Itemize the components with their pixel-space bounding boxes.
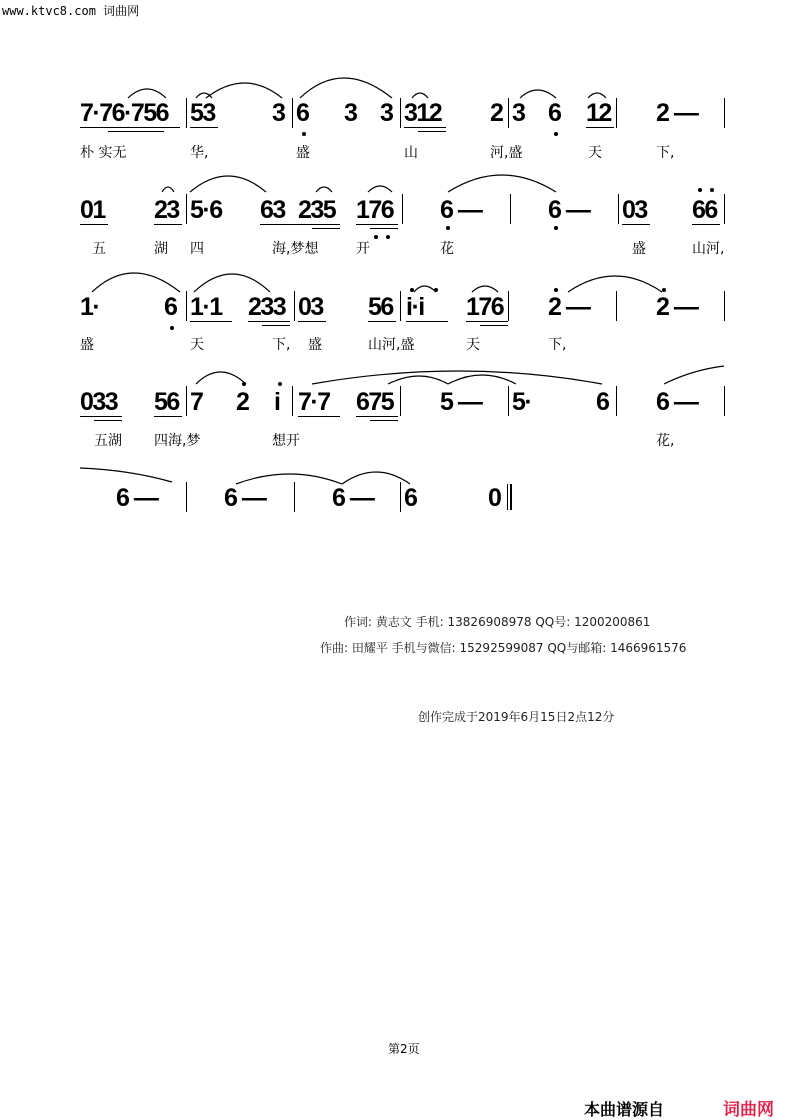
note: 6 — <box>440 196 482 224</box>
lyric: 山 <box>404 145 418 161</box>
lyric: 河,盛 <box>490 145 523 161</box>
bar-line <box>724 194 725 224</box>
underline <box>466 321 508 322</box>
note: 6 — <box>548 196 590 224</box>
octave-dot <box>278 382 282 386</box>
bar-line <box>400 482 401 512</box>
lyric: 海,梦想 <box>272 241 319 257</box>
underline <box>94 420 122 421</box>
octave-dot <box>386 235 390 239</box>
bar-line <box>508 291 509 321</box>
composer-credit: 作曲: 田耀平 手机与微信: 15292599087 QQ与邮箱: 1466961576 <box>320 641 687 655</box>
note: 2 <box>490 99 503 127</box>
lyric: 天 <box>588 145 602 161</box>
note: 66 <box>692 196 717 224</box>
note: 63 <box>260 196 285 224</box>
underline <box>404 127 446 128</box>
bar-line <box>616 98 617 128</box>
octave-dot <box>710 188 714 192</box>
bar-line <box>400 98 401 128</box>
underline <box>108 131 164 132</box>
underline <box>370 420 398 421</box>
underline <box>260 224 340 225</box>
underline <box>356 224 398 225</box>
note: 033 <box>80 388 118 416</box>
underline <box>248 321 290 322</box>
lyric: 朴 实无 <box>80 145 127 161</box>
lyric: 盛 <box>632 241 646 257</box>
bar-line <box>400 386 401 416</box>
bar-line <box>186 386 187 416</box>
final-bar-line-thin <box>507 484 508 510</box>
lyric: 四 <box>190 241 204 257</box>
note: 7·7 <box>298 388 330 416</box>
note: 6 — <box>224 484 266 512</box>
lyric: 开 <box>356 241 370 257</box>
note: 235 <box>298 196 336 224</box>
bar-line <box>186 291 187 321</box>
lyricist-credit: 作词: 黄志文 手机: 13826908978 QQ号: 1200200861 <box>344 615 651 629</box>
lyric: 下, <box>656 145 675 161</box>
note: 56 <box>154 388 179 416</box>
note: 6 <box>548 99 561 127</box>
lyric: 湖 <box>154 241 168 257</box>
note: 6 <box>404 484 417 512</box>
bar-line <box>292 98 293 128</box>
note: 6 <box>596 388 609 416</box>
lyric: 盛 <box>80 337 94 353</box>
note: 1·1 <box>190 293 222 321</box>
note: 3 <box>512 99 525 127</box>
note: 675 <box>356 388 394 416</box>
completion-date: 创作完成于2019年6月15日2点12分 <box>418 710 615 724</box>
octave-dot <box>446 226 450 230</box>
note: 6 — <box>332 484 374 512</box>
octave-dot <box>170 326 174 330</box>
underline <box>586 127 614 128</box>
site-logo[interactable]: 词曲网 <box>723 1100 774 1120</box>
bar-line <box>400 291 401 321</box>
bar-line <box>294 291 295 321</box>
octave-dot <box>554 226 558 230</box>
note: 1· <box>80 293 100 321</box>
bar-line <box>616 386 617 416</box>
underline <box>312 228 340 229</box>
lyric: 盛 <box>296 145 310 161</box>
underline <box>80 416 122 417</box>
note: 312 <box>404 99 442 127</box>
lyric: 山河,盛 <box>368 337 415 353</box>
underline <box>80 224 108 225</box>
note: 23 <box>154 196 179 224</box>
underline <box>190 321 232 322</box>
underline <box>190 127 218 128</box>
note: 03 <box>298 293 323 321</box>
source-label: 本曲谱源自 <box>583 1100 664 1119</box>
note: 2 — <box>656 293 698 321</box>
octave-dot <box>242 382 246 386</box>
octave-dot <box>554 288 558 292</box>
lyric: 花, <box>656 433 675 449</box>
bar-line <box>508 98 509 128</box>
bar-line <box>618 194 619 224</box>
lyric: 天 <box>190 337 204 353</box>
note: 5· <box>512 388 532 416</box>
underline <box>298 416 340 417</box>
octave-dot <box>554 132 558 136</box>
note: 3 <box>272 99 285 127</box>
octave-dot <box>434 288 438 292</box>
bar-line <box>402 194 403 224</box>
site-watermark: www.ktvc8.com 词曲网 <box>2 4 140 18</box>
lyric: 五湖 <box>94 433 122 449</box>
page-number: 第2页 <box>388 1042 420 1056</box>
bar-line <box>508 386 509 416</box>
lyric: 盛 <box>308 337 322 353</box>
underline <box>406 321 448 322</box>
note: 3 <box>380 99 393 127</box>
underline <box>418 131 446 132</box>
note: 0 <box>488 484 501 512</box>
note: 03 <box>622 196 647 224</box>
bar-line <box>510 194 511 224</box>
underline <box>692 224 720 225</box>
note: 01 <box>80 196 105 224</box>
bar-line <box>724 386 725 416</box>
note: 3 <box>344 99 357 127</box>
note: 2 — <box>548 293 590 321</box>
octave-dot <box>662 288 666 292</box>
octave-dot <box>698 188 702 192</box>
note: 7 <box>190 388 203 416</box>
bar-line <box>186 98 187 128</box>
lyric: 下, <box>548 337 567 353</box>
lyric: 花 <box>440 241 454 257</box>
note: 176 <box>356 196 394 224</box>
note: 7·76·756 <box>80 99 169 127</box>
note: 6 — <box>116 484 158 512</box>
underline <box>370 228 398 229</box>
underline <box>480 325 508 326</box>
note: 6 <box>296 99 309 127</box>
octave-dot <box>302 132 306 136</box>
note: 2 <box>236 388 249 416</box>
note: 56 <box>368 293 393 321</box>
lyric: 四海,梦 <box>154 433 201 449</box>
note: 5 — <box>440 388 482 416</box>
octave-dot <box>374 235 378 239</box>
note: 176 <box>466 293 504 321</box>
lyric: 华, <box>190 145 209 161</box>
underline <box>154 416 182 417</box>
note: 2 — <box>656 99 698 127</box>
note: 12 <box>586 99 611 127</box>
note: i·i <box>406 293 424 321</box>
final-bar-line-thick <box>510 484 512 510</box>
bar-line <box>186 194 187 224</box>
underline <box>262 325 290 326</box>
bar-line <box>294 482 295 512</box>
bar-line <box>292 386 293 416</box>
note: 233 <box>248 293 286 321</box>
lyric: 天 <box>466 337 480 353</box>
note: 5·6 <box>190 196 222 224</box>
lyric: 下, <box>272 337 291 353</box>
note: 6 <box>164 293 177 321</box>
underline <box>368 321 396 322</box>
bar-line <box>616 291 617 321</box>
octave-dot <box>410 288 414 292</box>
bar-line <box>724 291 725 321</box>
note: i <box>274 388 280 416</box>
underline <box>356 416 398 417</box>
underline <box>298 321 326 322</box>
underline <box>154 224 182 225</box>
lyric: 五 <box>92 241 106 257</box>
bar-line <box>186 482 187 512</box>
note: 53 <box>190 99 215 127</box>
lyric: 想开 <box>272 433 300 449</box>
lyric: 山河, <box>692 241 725 257</box>
bar-line <box>724 98 725 128</box>
underline <box>622 224 650 225</box>
underline <box>80 127 180 128</box>
note: 6 — <box>656 388 698 416</box>
